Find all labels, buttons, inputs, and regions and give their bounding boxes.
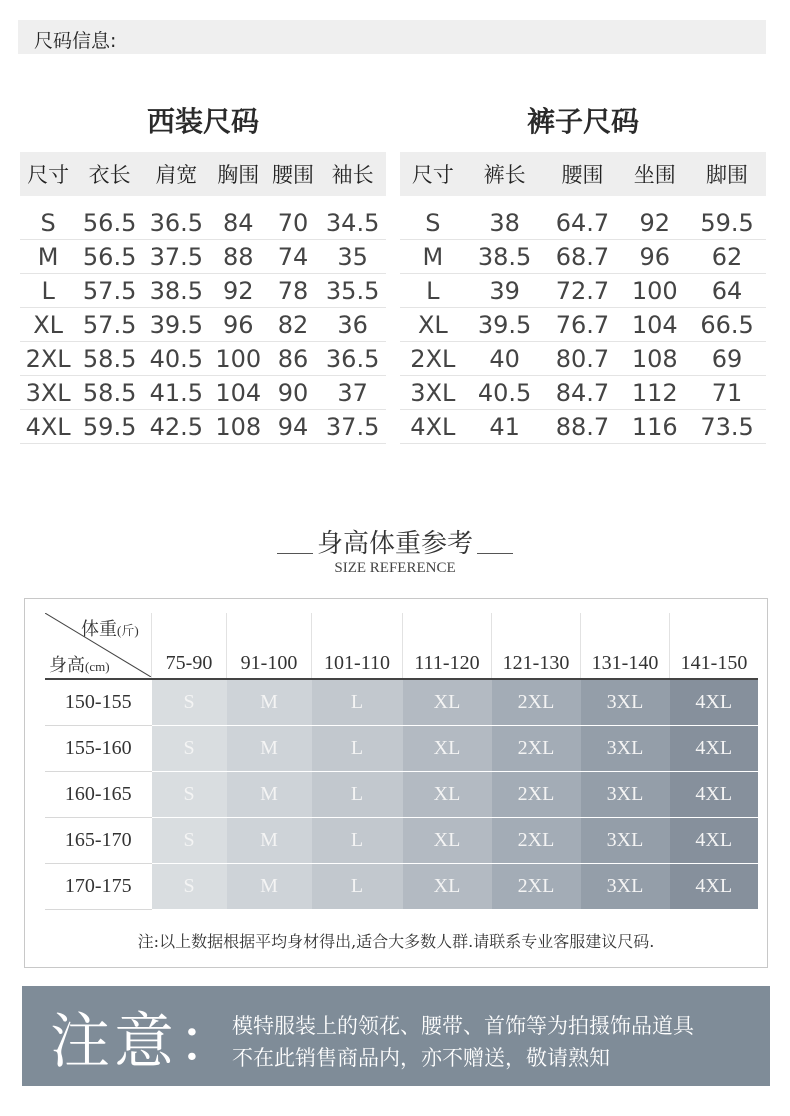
table-cell: 4XL	[20, 410, 76, 444]
column-header: 脚围	[688, 152, 766, 196]
size-info-label: 尺码信息:	[34, 30, 117, 52]
size-cell: 2XL	[492, 726, 581, 772]
size-cell: L	[312, 864, 403, 910]
size-cell: 4XL	[670, 726, 759, 772]
notice-banner	[22, 986, 770, 1086]
table-cell: 34.5	[319, 206, 386, 240]
table-cell: 2XL	[400, 342, 466, 376]
size-cell: L	[312, 679, 403, 726]
table-cell: 96	[621, 240, 688, 274]
table-cell: 71	[688, 376, 766, 410]
table-cell: 104	[210, 376, 267, 410]
table-cell: 36.5	[319, 342, 386, 376]
table-row	[45, 726, 758, 772]
column-header: 尺寸	[20, 152, 76, 196]
table-cell: 74	[267, 240, 319, 274]
height-label: 身高	[49, 655, 85, 675]
column-header: 裤长	[466, 152, 544, 196]
size-cell: 3XL	[581, 679, 670, 726]
table-row	[20, 274, 386, 308]
height-range-cell: 165-170	[45, 818, 152, 864]
size-cell: M	[227, 679, 312, 726]
table-cell: 70	[267, 206, 319, 240]
table-cell: 38	[466, 206, 544, 240]
table-cell: M	[400, 240, 466, 274]
table-row	[45, 679, 758, 726]
table-cell: 94	[267, 410, 319, 444]
size-cell: M	[227, 772, 312, 818]
table-cell: 40.5	[466, 376, 544, 410]
size-cell: M	[227, 864, 312, 910]
size-reference-table	[45, 613, 758, 910]
table-cell: 100	[210, 342, 267, 376]
size-cell: L	[312, 772, 403, 818]
table-cell: 76.7	[544, 308, 622, 342]
table-cell: 80.7	[544, 342, 622, 376]
table-row	[20, 410, 386, 444]
notice-line-1: 模特服装上的领花、腰带、首饰等为拍摄饰品道具	[232, 1014, 694, 1038]
table-cell: 84.7	[544, 376, 622, 410]
table-row	[20, 308, 386, 342]
table-row	[400, 274, 766, 308]
table-cell: 4XL	[400, 410, 466, 444]
table-row	[400, 206, 766, 240]
weight-unit: (斤)	[117, 623, 139, 638]
table-cell: 72.7	[544, 274, 622, 308]
table-row	[20, 206, 386, 240]
weight-range-header: 131-140	[581, 613, 670, 679]
size-cell: 3XL	[581, 726, 670, 772]
table-cell: 73.5	[688, 410, 766, 444]
size-cell: 3XL	[581, 818, 670, 864]
size-cell: S	[152, 726, 227, 772]
table-row	[45, 864, 758, 910]
weight-range-header: 111-120	[403, 613, 492, 679]
column-header: 腰围	[267, 152, 319, 196]
height-range-cell: 150-155	[45, 679, 152, 726]
table-cell: L	[20, 274, 76, 308]
table-cell: 37.5	[319, 410, 386, 444]
table-cell: 38.5	[466, 240, 544, 274]
table-cell: 57.5	[76, 274, 143, 308]
reference-subtitle: SIZE REFERENCE	[334, 560, 456, 576]
size-cell: 3XL	[581, 864, 670, 910]
table-cell: S	[400, 206, 466, 240]
table-row	[45, 818, 758, 864]
table-cell: 37	[319, 376, 386, 410]
table-cell: 108	[621, 342, 688, 376]
height-range-cell: 170-175	[45, 864, 152, 910]
reference-title	[0, 523, 790, 560]
table-cell: 84	[210, 206, 267, 240]
table-cell: 92	[621, 206, 688, 240]
table-cell: 57.5	[76, 308, 143, 342]
table-cell: 35	[319, 240, 386, 274]
suit-size-table	[20, 152, 386, 444]
size-cell: L	[312, 726, 403, 772]
size-cell: 4XL	[670, 772, 759, 818]
table-row	[45, 772, 758, 818]
size-cell: S	[152, 818, 227, 864]
size-cell: 2XL	[492, 772, 581, 818]
size-cell: XL	[403, 864, 492, 910]
size-cell: 4XL	[670, 679, 759, 726]
column-header: 袖长	[319, 152, 386, 196]
table-corner	[45, 613, 152, 679]
size-cell: 4XL	[670, 818, 759, 864]
table-row	[400, 342, 766, 376]
column-header: 腰围	[544, 152, 622, 196]
height-range-cell: 160-165	[45, 772, 152, 818]
weight-range-header: 121-130	[492, 613, 581, 679]
table-cell: 68.7	[544, 240, 622, 274]
column-header: 尺寸	[400, 152, 466, 196]
size-cell: S	[152, 772, 227, 818]
table-cell: 88.7	[544, 410, 622, 444]
size-cell: 2XL	[492, 679, 581, 726]
table-row	[20, 376, 386, 410]
column-header: 肩宽	[143, 152, 210, 196]
size-cell: 2XL	[492, 864, 581, 910]
table-cell: L	[400, 274, 466, 308]
title-rule-right	[477, 553, 513, 554]
table-row	[20, 342, 386, 376]
table-row	[400, 410, 766, 444]
size-info-bar	[18, 20, 766, 54]
size-cell: S	[152, 679, 227, 726]
suit-size-title: 西装尺码	[146, 105, 259, 138]
table-cell: 59.5	[76, 410, 143, 444]
size-cell: M	[227, 818, 312, 864]
table-cell: 58.5	[76, 376, 143, 410]
size-cell: XL	[403, 726, 492, 772]
table-cell: 36	[319, 308, 386, 342]
table-cell: 112	[621, 376, 688, 410]
weight-label: 体重	[81, 619, 117, 639]
table-cell: 56.5	[76, 240, 143, 274]
height-axis-label	[49, 651, 110, 677]
table-cell: 100	[621, 274, 688, 308]
table-cell: 41.5	[143, 376, 210, 410]
table-cell: XL	[20, 308, 76, 342]
table-cell: 104	[621, 308, 688, 342]
column-header: 坐围	[621, 152, 688, 196]
weight-axis-label	[81, 615, 139, 641]
notice-line-2: 不在此销售商品内，亦不赠送，敬请熟知	[232, 1046, 610, 1070]
table-cell: S	[20, 206, 76, 240]
table-row	[400, 308, 766, 342]
table-cell: 39	[466, 274, 544, 308]
table-row	[400, 376, 766, 410]
size-cell: 2XL	[492, 818, 581, 864]
table-cell: 38.5	[143, 274, 210, 308]
table-cell: 82	[267, 308, 319, 342]
table-cell: M	[20, 240, 76, 274]
table-cell: 3XL	[400, 376, 466, 410]
table-cell: 35.5	[319, 274, 386, 308]
size-cell: XL	[403, 679, 492, 726]
size-cell: 3XL	[581, 772, 670, 818]
size-cell: S	[152, 864, 227, 910]
weight-range-header: 75-90	[152, 613, 227, 679]
notice-heading: 注意：	[50, 1007, 242, 1077]
table-cell: 116	[621, 410, 688, 444]
pants-size-table	[400, 152, 766, 444]
height-unit: (cm)	[85, 659, 110, 674]
table-cell: 59.5	[688, 206, 766, 240]
table-cell: XL	[400, 308, 466, 342]
table-cell: 62	[688, 240, 766, 274]
table-cell: 88	[210, 240, 267, 274]
reference-note: 注:以上数据根据平均身材得出,适合大多数人群.请联系专业客服建议尺码.	[137, 932, 655, 951]
table-cell: 3XL	[20, 376, 76, 410]
table-cell: 2XL	[20, 342, 76, 376]
table-cell: 78	[267, 274, 319, 308]
title-rule-left	[277, 553, 313, 554]
table-cell: 37.5	[143, 240, 210, 274]
table-cell: 56.5	[76, 206, 143, 240]
reference-title-text: 身高体重参考	[316, 529, 473, 559]
table-cell: 39.5	[143, 308, 210, 342]
table-cell: 69	[688, 342, 766, 376]
weight-range-header: 91-100	[227, 613, 312, 679]
column-header: 胸围	[210, 152, 267, 196]
column-header: 衣长	[76, 152, 143, 196]
table-cell: 92	[210, 274, 267, 308]
table-row	[400, 240, 766, 274]
weight-range-header: 141-150	[670, 613, 759, 679]
table-cell: 96	[210, 308, 267, 342]
table-cell: 40	[466, 342, 544, 376]
table-cell: 36.5	[143, 206, 210, 240]
table-cell: 64.7	[544, 206, 622, 240]
size-cell: M	[227, 726, 312, 772]
table-cell: 108	[210, 410, 267, 444]
size-cell: L	[312, 818, 403, 864]
table-cell: 42.5	[143, 410, 210, 444]
table-cell: 90	[267, 376, 319, 410]
table-cell: 39.5	[466, 308, 544, 342]
table-row	[20, 240, 386, 274]
table-cell: 66.5	[688, 308, 766, 342]
height-range-cell: 155-160	[45, 726, 152, 772]
size-reference-box	[24, 598, 768, 968]
table-cell: 58.5	[76, 342, 143, 376]
size-cell: 4XL	[670, 864, 759, 910]
pants-size-title: 裤子尺码	[526, 105, 639, 138]
table-cell: 86	[267, 342, 319, 376]
size-cell: XL	[403, 772, 492, 818]
table-cell: 41	[466, 410, 544, 444]
table-cell: 40.5	[143, 342, 210, 376]
size-cell: XL	[403, 818, 492, 864]
table-cell: 64	[688, 274, 766, 308]
weight-range-header: 101-110	[312, 613, 403, 679]
